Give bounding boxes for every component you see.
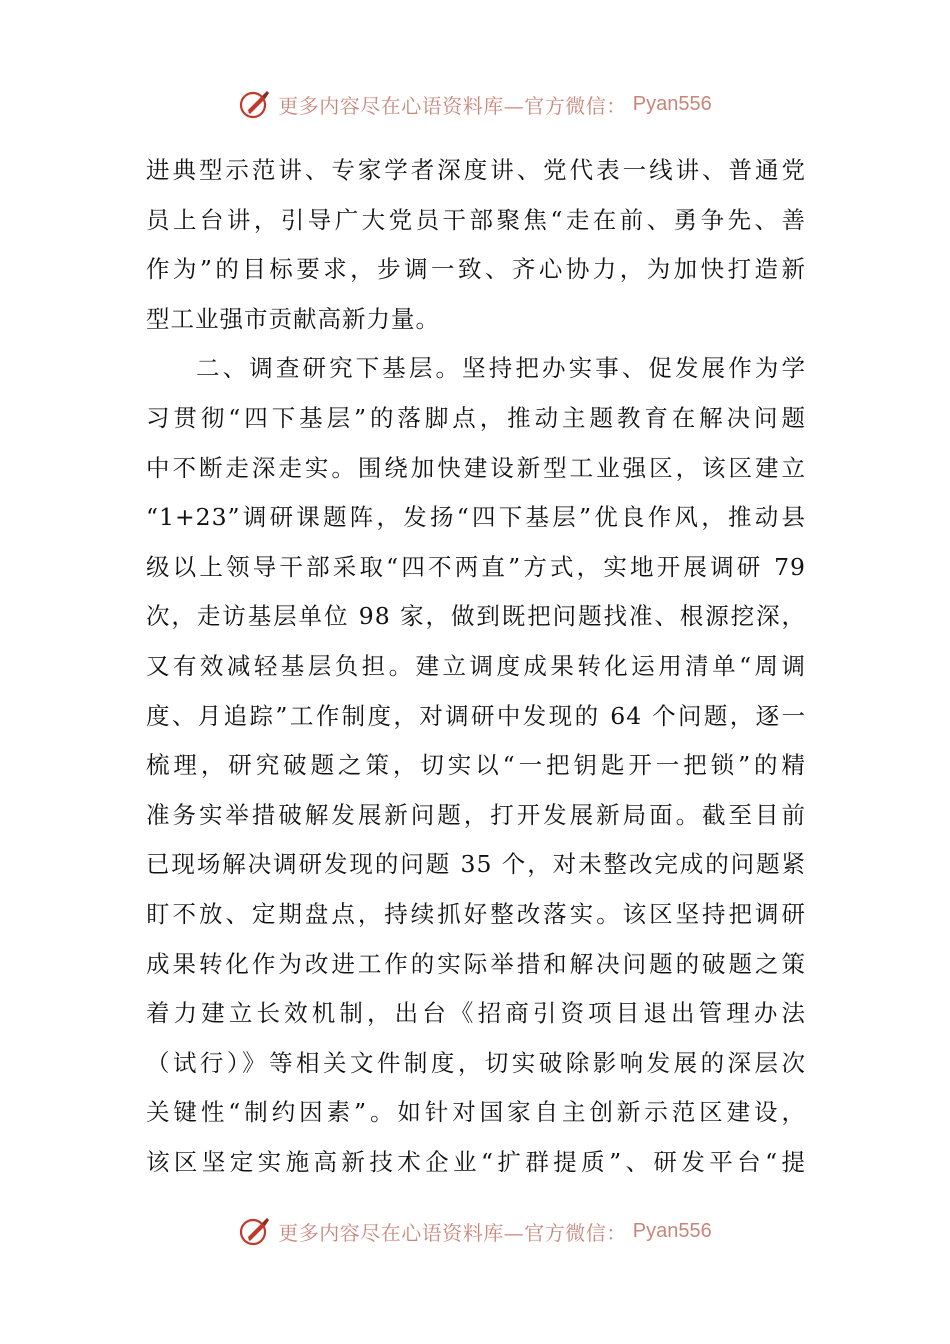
text-line: 成果转化作为改进工作的实际举措和解决问题的破题之策 bbox=[146, 949, 806, 978]
watermark-text: 更多内容尽在心语资料库—官方微信： bbox=[278, 93, 627, 118]
pen-circle-icon bbox=[238, 1214, 272, 1248]
text-line: 员上台讲，引导广大党员干部聚焦“走在前、勇争先、善 bbox=[146, 205, 806, 234]
text-line: 关键性“制约因素”。如针对国家自主创新示范区建设， bbox=[146, 1098, 806, 1127]
text-line: 进典型示范讲、专家学者深度讲、党代表一线讲、普通党 bbox=[146, 156, 806, 184]
section-heading-line: 二、调查研究下基层。坚持把办实事、促发展作为学 bbox=[196, 354, 806, 383]
text-line: 度、月追踪”工作制度，对调研中发现的 64 个问题，逐一 bbox=[146, 701, 806, 730]
text-line: “1+23”调研课题阵，发扬“四下基层”优良作风，推动县 bbox=[146, 503, 806, 532]
watermark-wechat-id: Pyan556 bbox=[632, 92, 712, 115]
text-line: 型工业强市贡献高新力量。 bbox=[146, 304, 440, 333]
text-line: 着力建立长效机制，出台《招商引资项目退出管理办法 bbox=[146, 999, 806, 1028]
watermark-wechat-id: Pyan556 bbox=[632, 1219, 712, 1242]
text-line: 准务实举措破解发展新问题，打开发展新局面。截至目前 bbox=[146, 800, 806, 829]
text-line: 次，走访基层单位 98 家，做到既把问题找准、根源挖深， bbox=[146, 602, 806, 631]
text-line: 又有效减轻基层负担。建立调度成果转化运用清单“周调 bbox=[146, 651, 806, 680]
text-line: （试行）》等相关文件制度，切实破除影响发展的深层次 bbox=[146, 1048, 806, 1077]
text-line: 中不断走深走实。围绕加快建设新型工业强区，该区建立 bbox=[146, 453, 806, 482]
pen-circle-icon bbox=[238, 87, 272, 121]
text-line: 习贯彻“四下基层”的落脚点，推动主题教育在解决问题 bbox=[146, 403, 806, 432]
text-line: 已现场解决调研发现的问题 35 个，对未整改完成的问题紧 bbox=[146, 850, 806, 879]
text-line: 梳理，研究破题之策，切实以“一把钥匙开一把锁”的精 bbox=[146, 751, 806, 780]
text-line: 作为”的目标要求，步调一致、齐心协力，为加快打造新 bbox=[146, 255, 806, 284]
header-watermark bbox=[0, 84, 950, 124]
document-body bbox=[146, 146, 806, 1187]
footer-watermark bbox=[0, 1211, 950, 1251]
text-line: 该区坚定实施高新技术企业“扩群提质”、研发平台“提 bbox=[146, 1147, 806, 1176]
watermark-text: 更多内容尽在心语资料库—官方微信： bbox=[278, 1220, 627, 1245]
text-line: 级以上领导干部采取“四不两直”方式，实地开展调研 79 bbox=[146, 552, 806, 581]
text-line: 盯不放、定期盘点，持续抓好整改落实。该区坚持把调研 bbox=[146, 899, 806, 928]
